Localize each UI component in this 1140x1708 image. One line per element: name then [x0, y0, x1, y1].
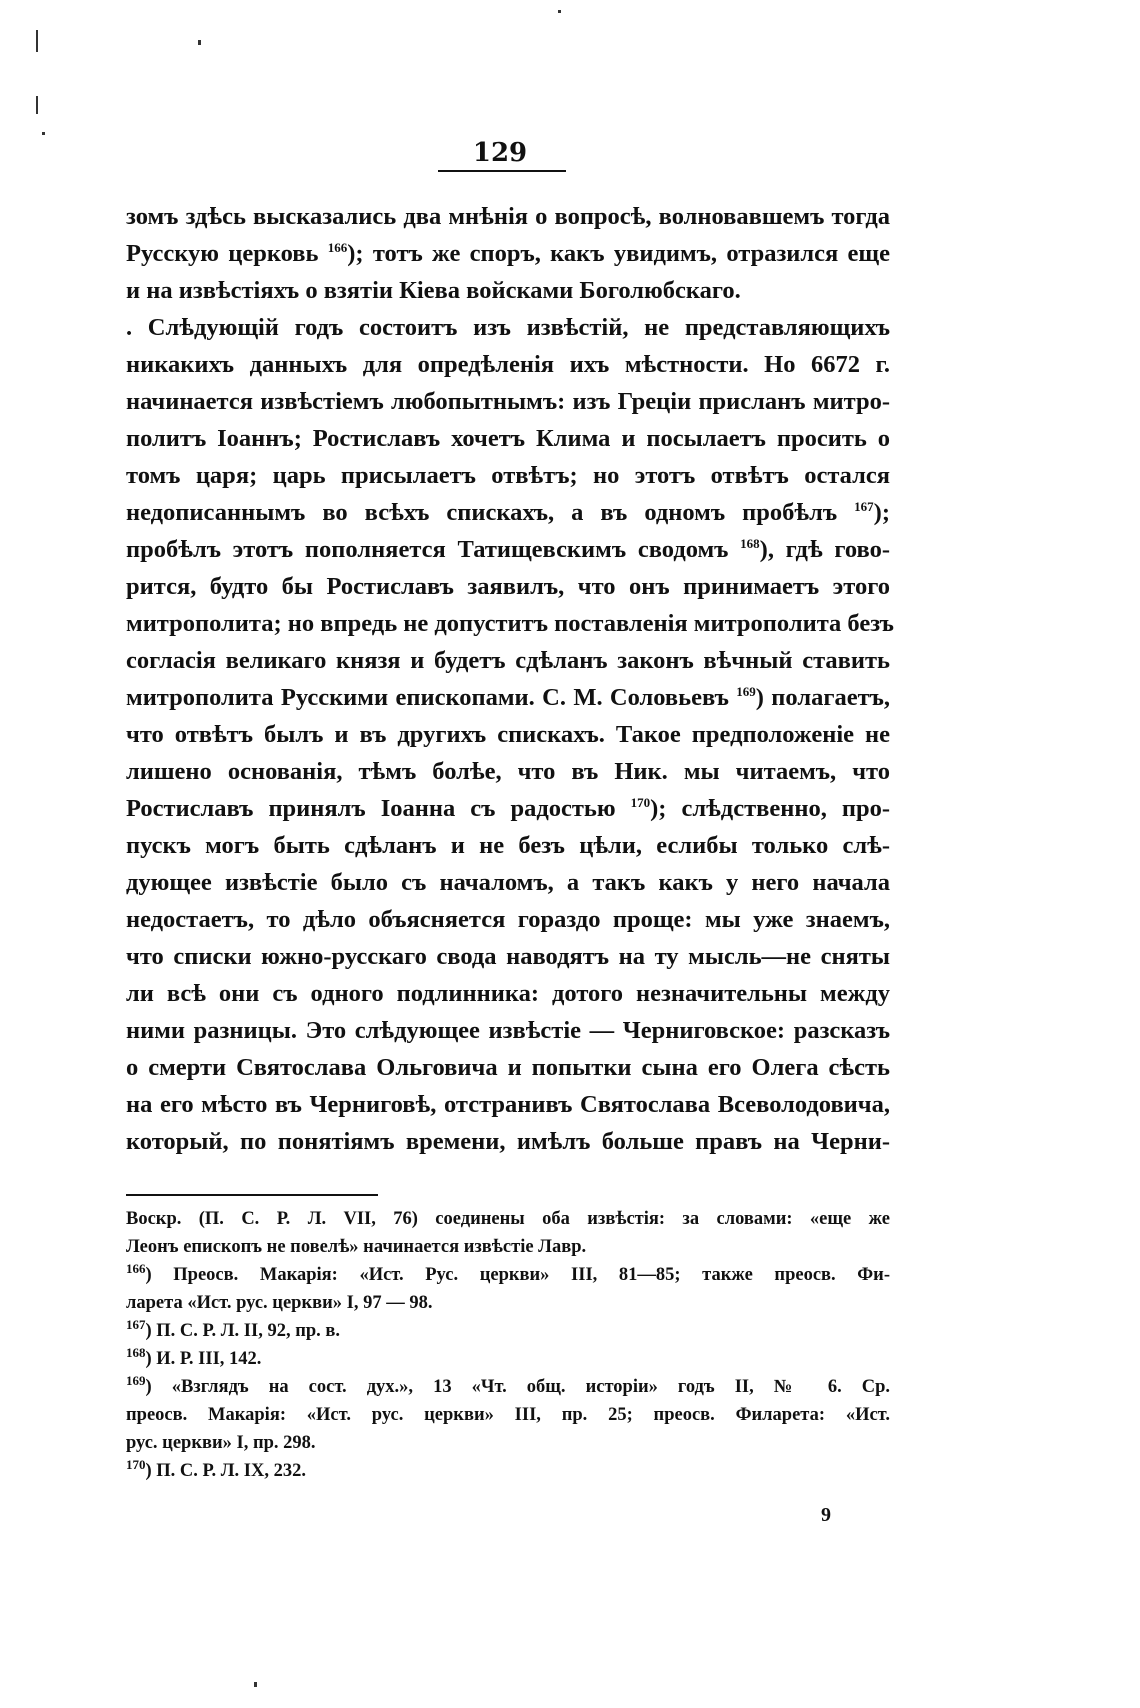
footnote-number: 166 — [126, 1260, 146, 1276]
footnote-line: Воскр. (П. С. Р. Л. VII, 76) соединены оба извѣстія: за словами: «еще же — [126, 1209, 890, 1229]
body-line: который, по понятіямъ времени, имѣлъ больше правъ на Черни- — [126, 1128, 890, 1155]
body-line: Русскую церковь $^{166}$); тотъ же споръ, какъ увидимъ, отразился еще — [126, 239, 890, 267]
body-line: ли всѣ они съ одного подлинника: дотого незначительны между — [126, 980, 890, 1007]
printer-signature-mark: 9 — [821, 1504, 831, 1526]
body-line: никакихъ данныхъ для опредѣленія ихъ мѣстности. Но 6672 г. — [126, 351, 890, 378]
body-line: . Слѣдующій годъ состоитъ изъ извѣстій, не представляющихъ — [126, 314, 890, 341]
body-line: согласія великаго князя и будетъ сдѣланъ законъ вѣчный ставить — [126, 647, 890, 674]
body-line: что отвѣтъ былъ и въ другихъ спискахъ. Такое предположеніе не — [126, 721, 890, 748]
body-line: дующее извѣстіе было съ началомъ, а такъ какъ у него начала — [126, 869, 890, 896]
body-line: о смерти Святослава Ольговича и попытки сына его Олега сѣсть — [126, 1054, 890, 1081]
footnote-ref-167[interactable]: 167 — [854, 498, 874, 514]
body-line: томъ царя; царь присылаетъ отвѣтъ; но этотъ отвѣтъ остался — [126, 462, 890, 489]
footnote-number: 167 — [126, 1316, 146, 1332]
scan-speck — [254, 1682, 257, 1687]
footnote-ref-170[interactable]: 170 — [630, 794, 651, 810]
body-line: Ростиславъ принялъ Іоанна съ радостью $^{170}$); слѣдственно, про- — [126, 794, 890, 822]
body-line: рится, будто бы Ростиславъ заявилъ, что онъ принимаетъ этого — [126, 573, 890, 600]
body-line: зомъ здѣсь высказались два мнѣнія о вопросѣ, волновавшемъ тогда — [126, 203, 890, 230]
footnote-ref-169[interactable]: 169 — [736, 683, 756, 699]
scan-speck — [36, 96, 38, 114]
footnote-line: преосв. Макарія: «Ист. рус. церкви» III, пр. 25; преосв. Филарета: «Ист. — [126, 1405, 890, 1425]
footnote-line: ларета «Ист. рус. церкви» I, 97 — 98. — [126, 1293, 433, 1313]
scan-speck — [36, 30, 38, 52]
footnote-number: 169 — [126, 1372, 146, 1388]
footnote-line: Леонъ епископъ не повелѣ» начинается извѣстіе Лавр. — [126, 1237, 587, 1257]
footnote-167: $^{167}$) П. С. Р. Л. II, 92, пр. в. — [126, 1316, 341, 1341]
body-line: и на извѣстіяхъ о взятіи Кіева войсками Боголюбскаго. — [126, 277, 741, 304]
footnote-168: $^{168}$) И. Р. III, 142. — [126, 1344, 262, 1369]
footnote-166: $^{166}$) Преосв. Макарія: «Ист. Рус. церкви» III, 81—85; также преосв. Фи- — [126, 1260, 890, 1285]
body-line: пускъ могъ быть сдѣланъ и не безъ цѣли, еслибы только слѣ- — [126, 832, 890, 859]
footnote-number: 170 — [126, 1456, 146, 1472]
body-line: пробѣлъ этотъ пополняется Татищевскимъ сводомъ $^{168}$), гдѣ гово- — [126, 535, 890, 563]
footnote-170: $^{170}$) П. С. Р. Л. IX, 232. — [126, 1456, 306, 1481]
scan-speck — [558, 10, 561, 13]
page-number-rule — [438, 170, 566, 172]
page-number: 129 — [472, 138, 528, 168]
body-line: что списки южно-русскаго свода наводятъ на ту мысль—не сняты — [126, 943, 890, 970]
body-line: митрополита; но впредь не допуститъ поставленія митрополита безъ — [126, 610, 894, 637]
scan-speck — [198, 40, 201, 45]
footnote-line: рус. церкви» I, пр. 298. — [126, 1433, 316, 1453]
body-line: недостаетъ, то дѣло объясняется гораздо проще: мы уже знаемъ, — [126, 906, 890, 933]
body-line: лишено основанія, тѣмъ болѣе, что въ Ник. мы читаемъ, что — [126, 758, 890, 785]
body-line: на его мѣсто въ Черниговѣ, отстранивъ Святослава Всеволодовича, — [126, 1091, 890, 1118]
footnotes — [126, 1205, 890, 1485]
body-text — [126, 198, 894, 1160]
scan-speck — [42, 132, 45, 135]
body-line: политъ Іоаннъ; Ростиславъ хочетъ Клима и посылаетъ просить о — [126, 425, 890, 452]
body-line: недописаннымъ во всѣхъ спискахъ, а въ одномъ пробѣлъ $^{167}$); — [126, 498, 890, 526]
body-line: ними разницы. Это слѣдующее извѣстіе — Черниговское: разсказъ — [126, 1017, 890, 1044]
body-line: митрополита Русскими епископами. С. М. Соловьевъ $^{169}$) полагаетъ, — [126, 683, 891, 711]
body-line: начинается извѣстіемъ любопытнымъ: изъ Греціи присланъ митро- — [126, 388, 890, 415]
footnote-rule — [126, 1194, 378, 1196]
footnote-ref-166[interactable]: 166 — [327, 239, 348, 255]
footnote-number: 168 — [126, 1344, 146, 1360]
footnote-ref-168[interactable]: 168 — [740, 535, 760, 551]
footnote-169: $^{169}$) «Взглядъ на сост. дух.», 13 «Чт. общ. исторіи» годъ II, № 6. Ср. — [126, 1372, 890, 1397]
